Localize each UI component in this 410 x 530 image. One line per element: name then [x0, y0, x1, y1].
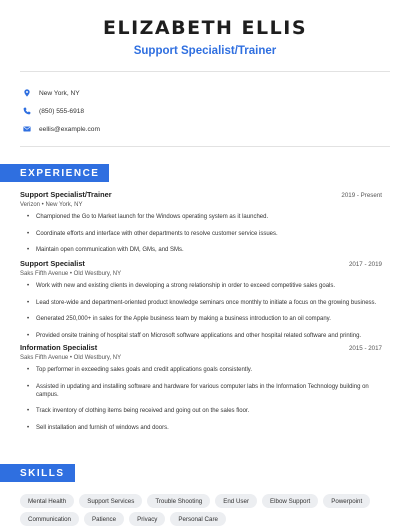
- bullet-item: • Sell installation and furnish of windows and doors.: [30, 424, 382, 432]
- skill-chip: Privacy: [129, 512, 165, 526]
- experience-heading: EXPERIENCE: [0, 164, 109, 182]
- skills-section: [0, 463, 410, 482]
- email-text[interactable]: eellis@example.com: [39, 125, 100, 133]
- bullet-item: • Championed the Go to Market launch for the Windows operating system as it launched.: [30, 213, 382, 221]
- bullet-item: • Lead store-wide and department-oriented product knowledge seminars once monthly to initiate a focus on the growing business.: [30, 299, 382, 307]
- job-bullets: [20, 213, 382, 254]
- job-3: [0, 343, 410, 440]
- skill-chip: Personal Care: [170, 512, 226, 526]
- bullet-item: • Maintain open communication with DM, GMs, and SMs.: [30, 246, 382, 254]
- job-dates: 2015 - 2017: [348, 345, 382, 352]
- skill-chip: Trouble Shooting: [147, 494, 210, 508]
- bullet-item: • Assisted in updating and installing software and hardware for various computer labs in the Information Technology building on campus.: [30, 383, 382, 399]
- skills-heading: SKILLS: [0, 464, 75, 482]
- experience-section: [0, 163, 410, 182]
- job-1: [0, 190, 410, 263]
- job-bullets: [20, 282, 382, 340]
- location-pin-icon: [23, 89, 31, 97]
- skill-chip: Support Services: [79, 494, 142, 508]
- bullet-item: • Coordinate efforts and interface with other departments to resolve customer service issues.: [30, 230, 382, 238]
- divider: [20, 146, 390, 147]
- resume-header: [0, 0, 410, 57]
- skill-chip: End User: [215, 494, 257, 508]
- candidate-title: Support Specialist/Trainer: [133, 45, 277, 57]
- bullet-item: • Provided onsite training of hospital staff on Microsoft software applications and other hospital related software and printing.: [30, 332, 382, 340]
- bullet-item: • Generated 250,000+ in sales for the Apple business team by making a business introduction to an oil company.: [30, 315, 382, 323]
- job-2: [0, 259, 410, 348]
- contact-email: [23, 120, 410, 138]
- job-bullets: [20, 366, 382, 432]
- skills-list: [0, 494, 410, 526]
- job-company: Saks Fifth Avenue • Old Westbury, NY: [20, 271, 122, 277]
- job-company: Saks Fifth Avenue • Old Westbury, NY: [20, 355, 122, 361]
- bullet-item: • Track inventory of clothing items being received and going out on the sales floor.: [30, 407, 382, 415]
- contact-phone: [23, 102, 410, 120]
- bullet-item: • Top performer in exceeding sales goals and credit applications goals consistently.: [30, 366, 382, 374]
- skill-chip: Elbow Support: [262, 494, 318, 508]
- job-title: Information Specialist: [20, 343, 98, 352]
- skill-chip: Patience: [84, 512, 124, 526]
- location-text: New York, NY: [39, 89, 80, 97]
- skill-chip: Mental Health: [20, 494, 74, 508]
- job-title: Support Specialist/Trainer: [20, 190, 112, 199]
- skill-chip: Communication: [20, 512, 79, 526]
- job-dates: 2019 - Present: [341, 192, 382, 199]
- contact-block: [0, 72, 410, 138]
- mail-icon: [23, 125, 31, 133]
- job-dates: 2017 - 2019: [348, 261, 382, 268]
- bullet-item: • Work with new and existing clients in developing a strong relationship in order to exceed competitive sales goals.: [30, 282, 382, 290]
- phone-icon: [23, 107, 31, 115]
- contact-location: [23, 84, 410, 102]
- job-company: Verizon • New York, NY: [20, 202, 83, 208]
- candidate-name: ELIZABETH ELLIS: [102, 17, 308, 39]
- skill-chip: Powerpoint: [323, 494, 370, 508]
- job-title: Support Specialist: [20, 259, 85, 268]
- phone-text: (850) 555-6918: [39, 107, 85, 115]
